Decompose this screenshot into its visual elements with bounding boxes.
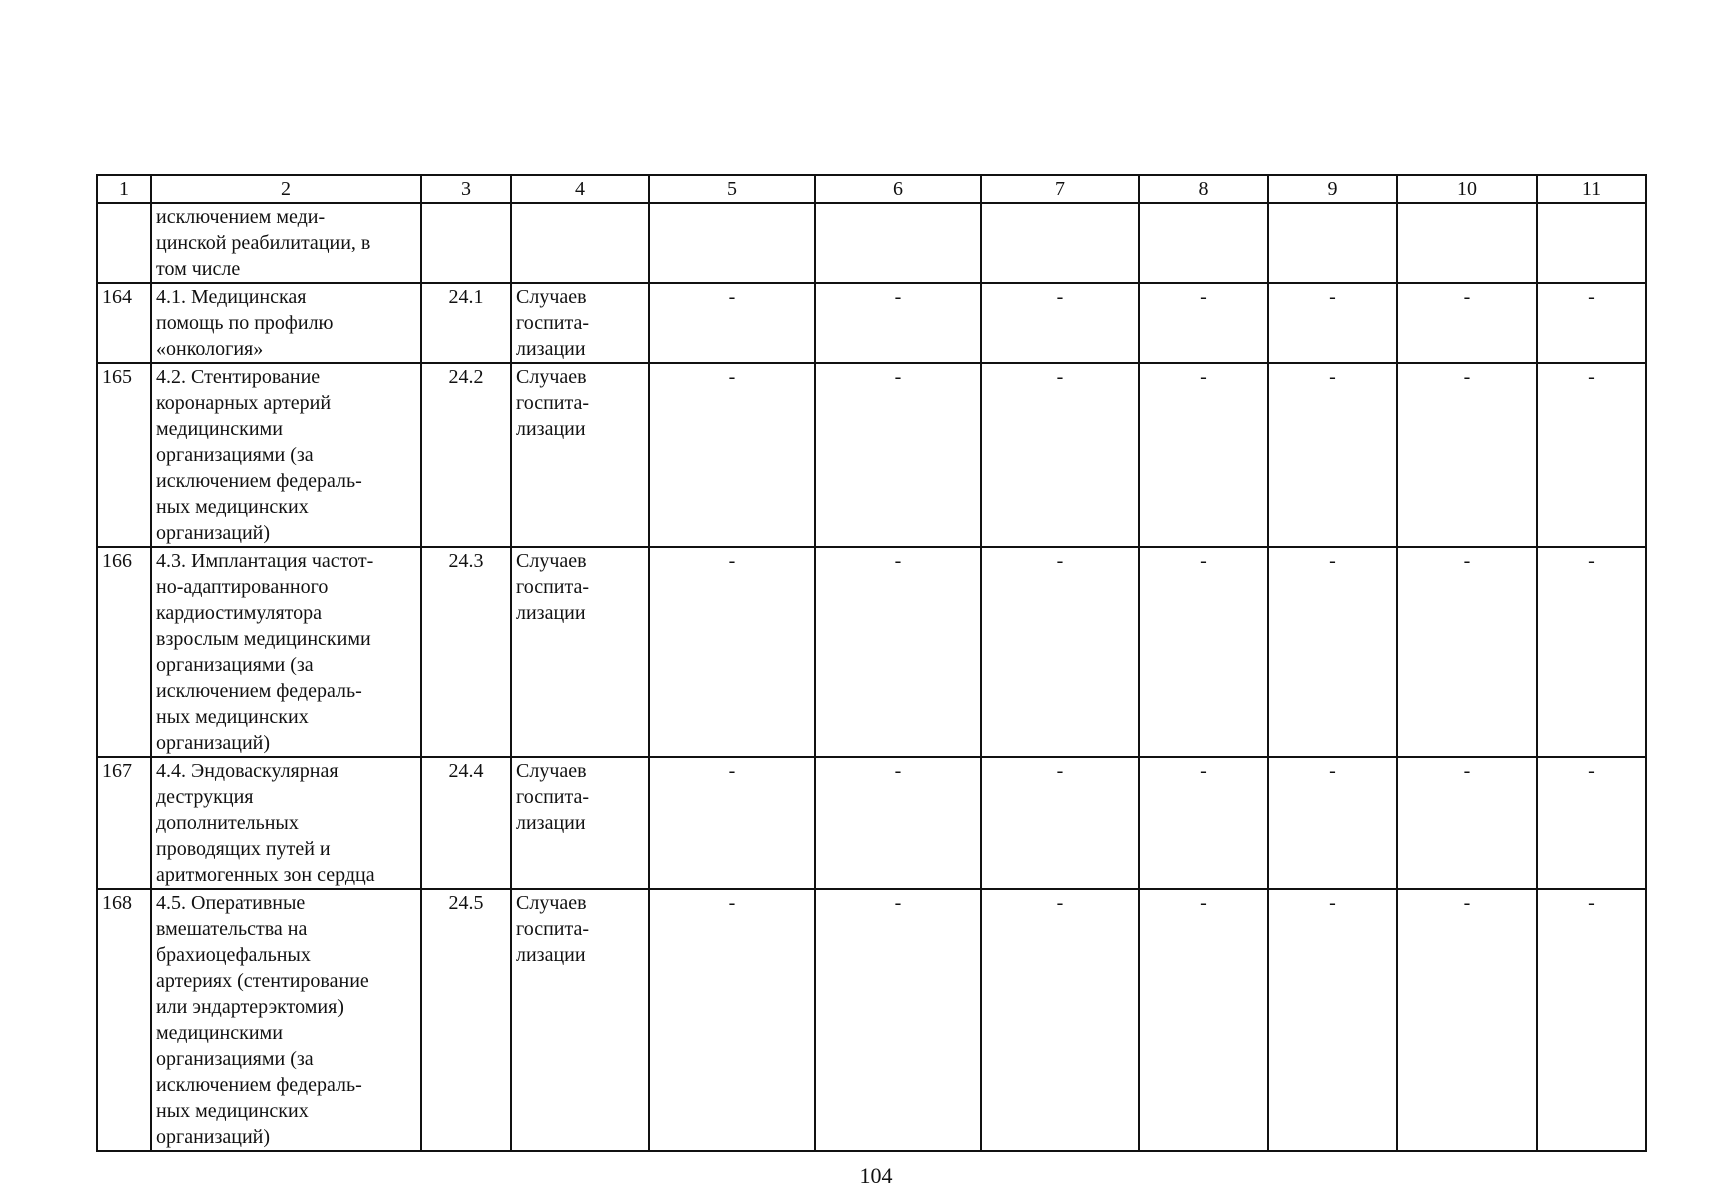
value-cell: - (1268, 757, 1397, 889)
row-code: 24.4 (421, 757, 511, 889)
header-cell-3: 3 (421, 175, 511, 203)
row-name: исключением меди- цинской реабилитации, в том числе (151, 203, 421, 283)
value-cell: - (1537, 547, 1646, 757)
row-number: 168 (97, 889, 151, 1151)
row-code: 24.5 (421, 889, 511, 1151)
table-row (97, 283, 1646, 363)
table-row (97, 547, 1646, 757)
value-cell: - (649, 757, 815, 889)
page-number: 104 (859, 1163, 893, 1188)
row-name: 4.1. Медицинская помощь по профилю «онкология» (151, 283, 421, 363)
value-cell: - (981, 283, 1139, 363)
data-table (96, 174, 1647, 1152)
row-name: 4.2. Стентирование коронарных артерий медицинскими организациями (за исключением федераль- ных медицинских организаций) (151, 363, 421, 547)
row-number: 167 (97, 757, 151, 889)
table-row (97, 203, 1646, 283)
value-cell: - (1268, 363, 1397, 547)
value-cell: - (1397, 283, 1537, 363)
row-number: 166 (97, 547, 151, 757)
table-row (97, 363, 1646, 547)
header-cell-2: 2 (151, 175, 421, 203)
value-cell: - (815, 757, 981, 889)
value-cell: - (1268, 283, 1397, 363)
table-row (97, 889, 1646, 1151)
value-cell: - (1139, 757, 1268, 889)
value-cell: - (1139, 283, 1268, 363)
row-unit: Случаев госпита- лизации (511, 547, 649, 757)
header-cell-6: 6 (815, 175, 981, 203)
row-code (421, 203, 511, 283)
row-name: 4.5. Оперативные вмешательства на брахиоцефальных артериях (стентирование или эндартерэктомия) медицинскими организациями (за исключением федераль- ных медицинских организаций) (151, 889, 421, 1151)
value-cell: - (1397, 363, 1537, 547)
value-cell: - (649, 547, 815, 757)
header-cell-4: 4 (511, 175, 649, 203)
value-cell (1139, 203, 1268, 283)
value-cell (815, 203, 981, 283)
value-cell (1537, 203, 1646, 283)
row-unit: Случаев госпита- лизации (511, 889, 649, 1151)
row-name: 4.3. Имплантация частот- но-адаптированного кардиостимулятора взрослым медицинскими организациями (за исключением федераль- ных медицинских организаций) (151, 547, 421, 757)
row-number (97, 203, 151, 283)
value-cell: - (1537, 363, 1646, 547)
value-cell: - (815, 889, 981, 1151)
row-unit: Случаев госпита- лизации (511, 283, 649, 363)
row-number: 164 (97, 283, 151, 363)
header-cell-10: 10 (1397, 175, 1537, 203)
header-cell-9: 9 (1268, 175, 1397, 203)
value-cell: - (815, 547, 981, 757)
row-code: 24.1 (421, 283, 511, 363)
value-cell: - (1139, 547, 1268, 757)
header-cell-5: 5 (649, 175, 815, 203)
value-cell (649, 203, 815, 283)
value-cell (981, 203, 1139, 283)
row-unit: Случаев госпита- лизации (511, 757, 649, 889)
row-number: 165 (97, 363, 151, 547)
row-unit: Случаев госпита- лизации (511, 363, 649, 547)
value-cell: - (981, 363, 1139, 547)
value-cell: - (1537, 889, 1646, 1151)
value-cell (1397, 203, 1537, 283)
table-row (97, 757, 1646, 889)
value-cell: - (981, 547, 1139, 757)
value-cell: - (1268, 889, 1397, 1151)
row-unit (511, 203, 649, 283)
header-cell-8: 8 (1139, 175, 1268, 203)
value-cell: - (1139, 363, 1268, 547)
value-cell: - (1537, 757, 1646, 889)
value-cell: - (1397, 889, 1537, 1151)
table-header-row (97, 175, 1646, 203)
header-cell-7: 7 (981, 175, 1139, 203)
value-cell (1268, 203, 1397, 283)
value-cell: - (815, 363, 981, 547)
value-cell: - (981, 757, 1139, 889)
value-cell: - (1139, 889, 1268, 1151)
value-cell: - (1397, 757, 1537, 889)
header-cell-1: 1 (97, 175, 151, 203)
value-cell: - (649, 889, 815, 1151)
value-cell: - (1537, 283, 1646, 363)
row-name: 4.4. Эндоваскулярная деструкция дополнительных проводящих путей и аритмогенных зон сердца (151, 757, 421, 889)
header-cell-11: 11 (1537, 175, 1646, 203)
value-cell: - (815, 283, 981, 363)
value-cell: - (1268, 547, 1397, 757)
value-cell: - (649, 283, 815, 363)
row-code: 24.2 (421, 363, 511, 547)
row-code: 24.3 (421, 547, 511, 757)
value-cell: - (1397, 547, 1537, 757)
value-cell: - (981, 889, 1139, 1151)
value-cell: - (649, 363, 815, 547)
